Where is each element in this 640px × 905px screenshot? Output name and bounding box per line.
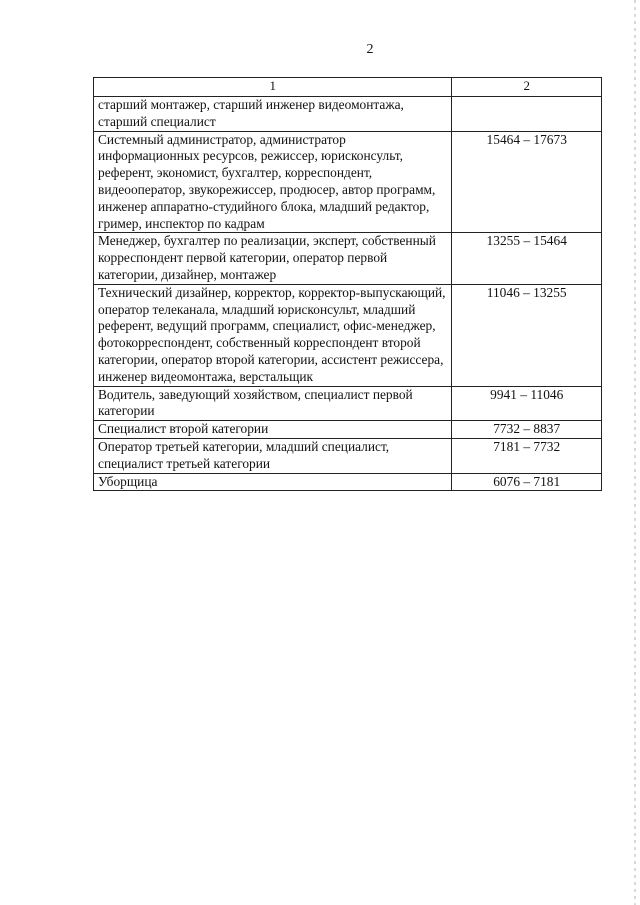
position-cell: Специалист второй категории bbox=[94, 421, 452, 439]
table-header-row bbox=[94, 78, 602, 97]
table-row bbox=[94, 284, 602, 386]
position-cell: Водитель, заведующий хозяйством, специалист первой категории bbox=[94, 386, 452, 421]
position-cell: Оператор третьей категории, младший специалист, специалист третьей категории bbox=[94, 438, 452, 473]
table-row bbox=[94, 233, 602, 284]
salary-table bbox=[93, 77, 602, 491]
table-row bbox=[94, 97, 602, 132]
position-cell: Системный администратор, администратор информационных ресурсов, режиссер, юрисконсульт, референт, экономист, бухгалтер, корреспондент, видеооператор, звукорежиссер, продюсер, автор программ, инженер аппаратно-студийного блока, младший редактор, гример, инспектор по кадрам bbox=[94, 131, 452, 233]
table-row bbox=[94, 386, 602, 421]
table-row bbox=[94, 438, 602, 473]
salary-cell: 6076 – 7181 bbox=[452, 473, 602, 491]
salary-cell: 13255 – 15464 bbox=[452, 233, 602, 284]
salary-cell: 7732 – 8837 bbox=[452, 421, 602, 439]
salary-cell: 9941 – 11046 bbox=[452, 386, 602, 421]
table-row bbox=[94, 421, 602, 439]
salary-cell: 15464 – 17673 bbox=[452, 131, 602, 233]
table-row bbox=[94, 473, 602, 491]
column-header-1: 1 bbox=[94, 78, 452, 97]
salary-cell: 11046 – 13255 bbox=[452, 284, 602, 386]
position-cell: Уборщица bbox=[94, 473, 452, 491]
scan-edge-artifact bbox=[634, 0, 636, 905]
position-cell: Технический дизайнер, корректор, корректор-выпускающий, оператор телеканала, младший юрисконсульт, младший референт, ведущий программ, специалист, офис-менеджер, фотокорреспондент, собственный корреспондент второй категории, оператор второй категории, ассистент режиссера, инженер видеомонтажа, верстальщик bbox=[94, 284, 452, 386]
column-header-2: 2 bbox=[452, 78, 602, 97]
salary-cell bbox=[452, 97, 602, 132]
salary-cell: 7181 – 7732 bbox=[452, 438, 602, 473]
page-number: 2 bbox=[366, 42, 374, 57]
position-cell: старший монтажер, старший инженер видеомонтажа, старший специалист bbox=[94, 97, 452, 132]
position-cell: Менеджер, бухгалтер по реализации, эксперт, собственный корреспондент первой категории, оператор первой категории, дизайнер, монтажер bbox=[94, 233, 452, 284]
table-row bbox=[94, 131, 602, 233]
